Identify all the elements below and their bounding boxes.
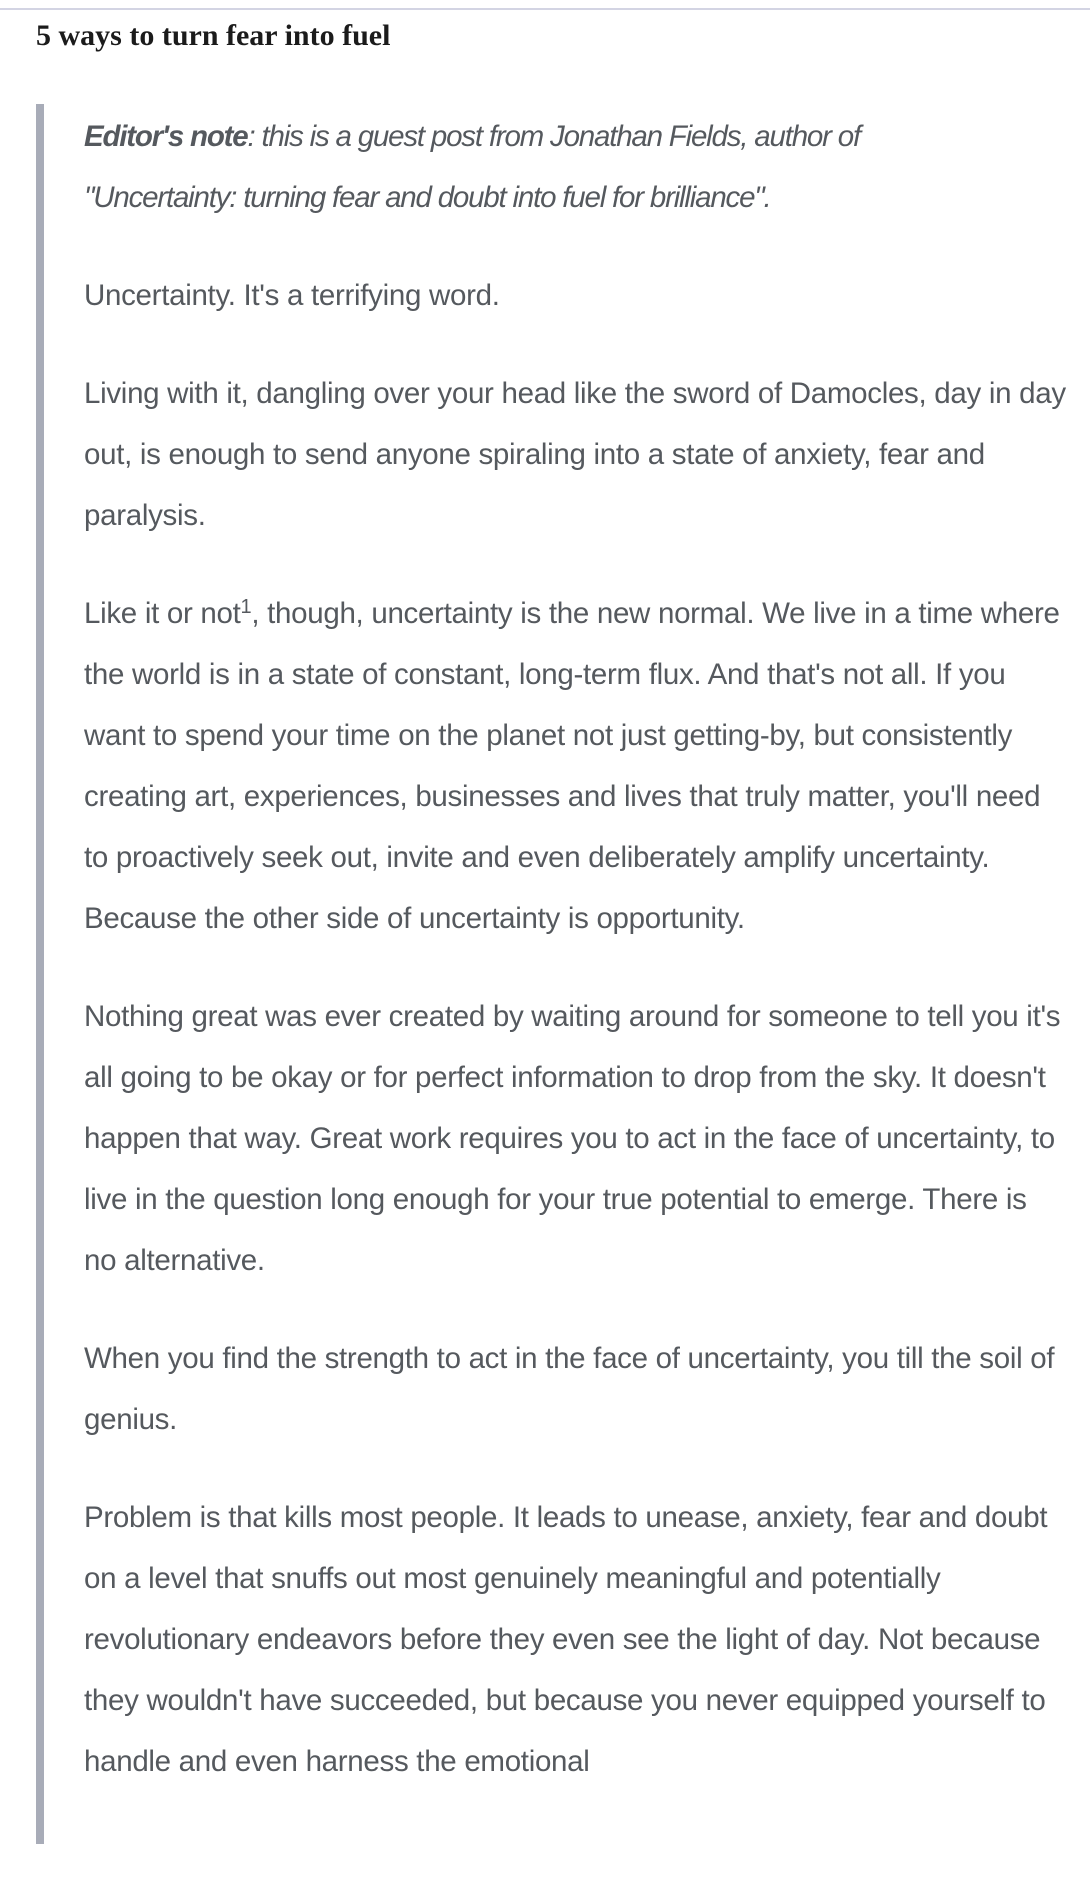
paragraph-1: Uncertainty. It's a terrifying word.	[84, 279, 500, 312]
paragraph-3-rest: , though, uncertainty is the new normal. We live in a time where the world is in a state of constant, long-term flux. And that's not all. If you want to spend your time on the planet not just getting-by, but consistently creating art, experiences, businesses and lives that truly matter, you'll need to proactively seek out, invite and even deliberately amplify uncertainty. Because the other side of uncertainty is opportunity.	[84, 597, 1060, 935]
paragraph-2: Living with it, dangling over your head like the sword of Damocles, day in day out, is enough to send anyone spiraling into a state of anxiety, fear and paralysis.	[84, 377, 1066, 532]
article-title: 5 ways to turn fear into fuel	[36, 19, 391, 52]
paragraph-3	[84, 583, 1066, 949]
editor-note-text-1: : this is a guest post from Jonathan Fields, author of	[247, 120, 860, 153]
paragraph-4: Nothing great was ever created by waiting around for someone to tell you it's all going to be okay or for perfect information to drop from the sky. It doesn't happen that way. Great work requires you to act in the face of uncertainty, to live in the question long enough for your true potential to emerge. There is no alternative.	[84, 1000, 1061, 1277]
paragraph-5: When you find the strength to act in the face of uncertainty, you till the soil of genius.	[84, 1342, 1055, 1436]
paragraph-6: Problem is that kills most people. It leads to unease, anxiety, fear and doubt on a level that snuffs out most genuinely meaningful and potentially revolutionary endeavors before they even see the light of day. Not because they wouldn't have succeeded, but because you never equipped yourself to handle and even harness the emotional	[84, 1501, 1048, 1778]
paragraph-3-start: Like it or not	[84, 597, 241, 630]
top-divider	[0, 0, 1090, 10]
editor-note-text-2: "Uncertainty: turning fear and doubt into fuel for brilliance".	[84, 181, 771, 214]
editor-note	[84, 106, 1066, 228]
editor-note-label: Editor's note	[84, 120, 248, 153]
article-blockquote	[36, 104, 1066, 1844]
footnote-ref-1[interactable]: 1	[240, 596, 252, 618]
